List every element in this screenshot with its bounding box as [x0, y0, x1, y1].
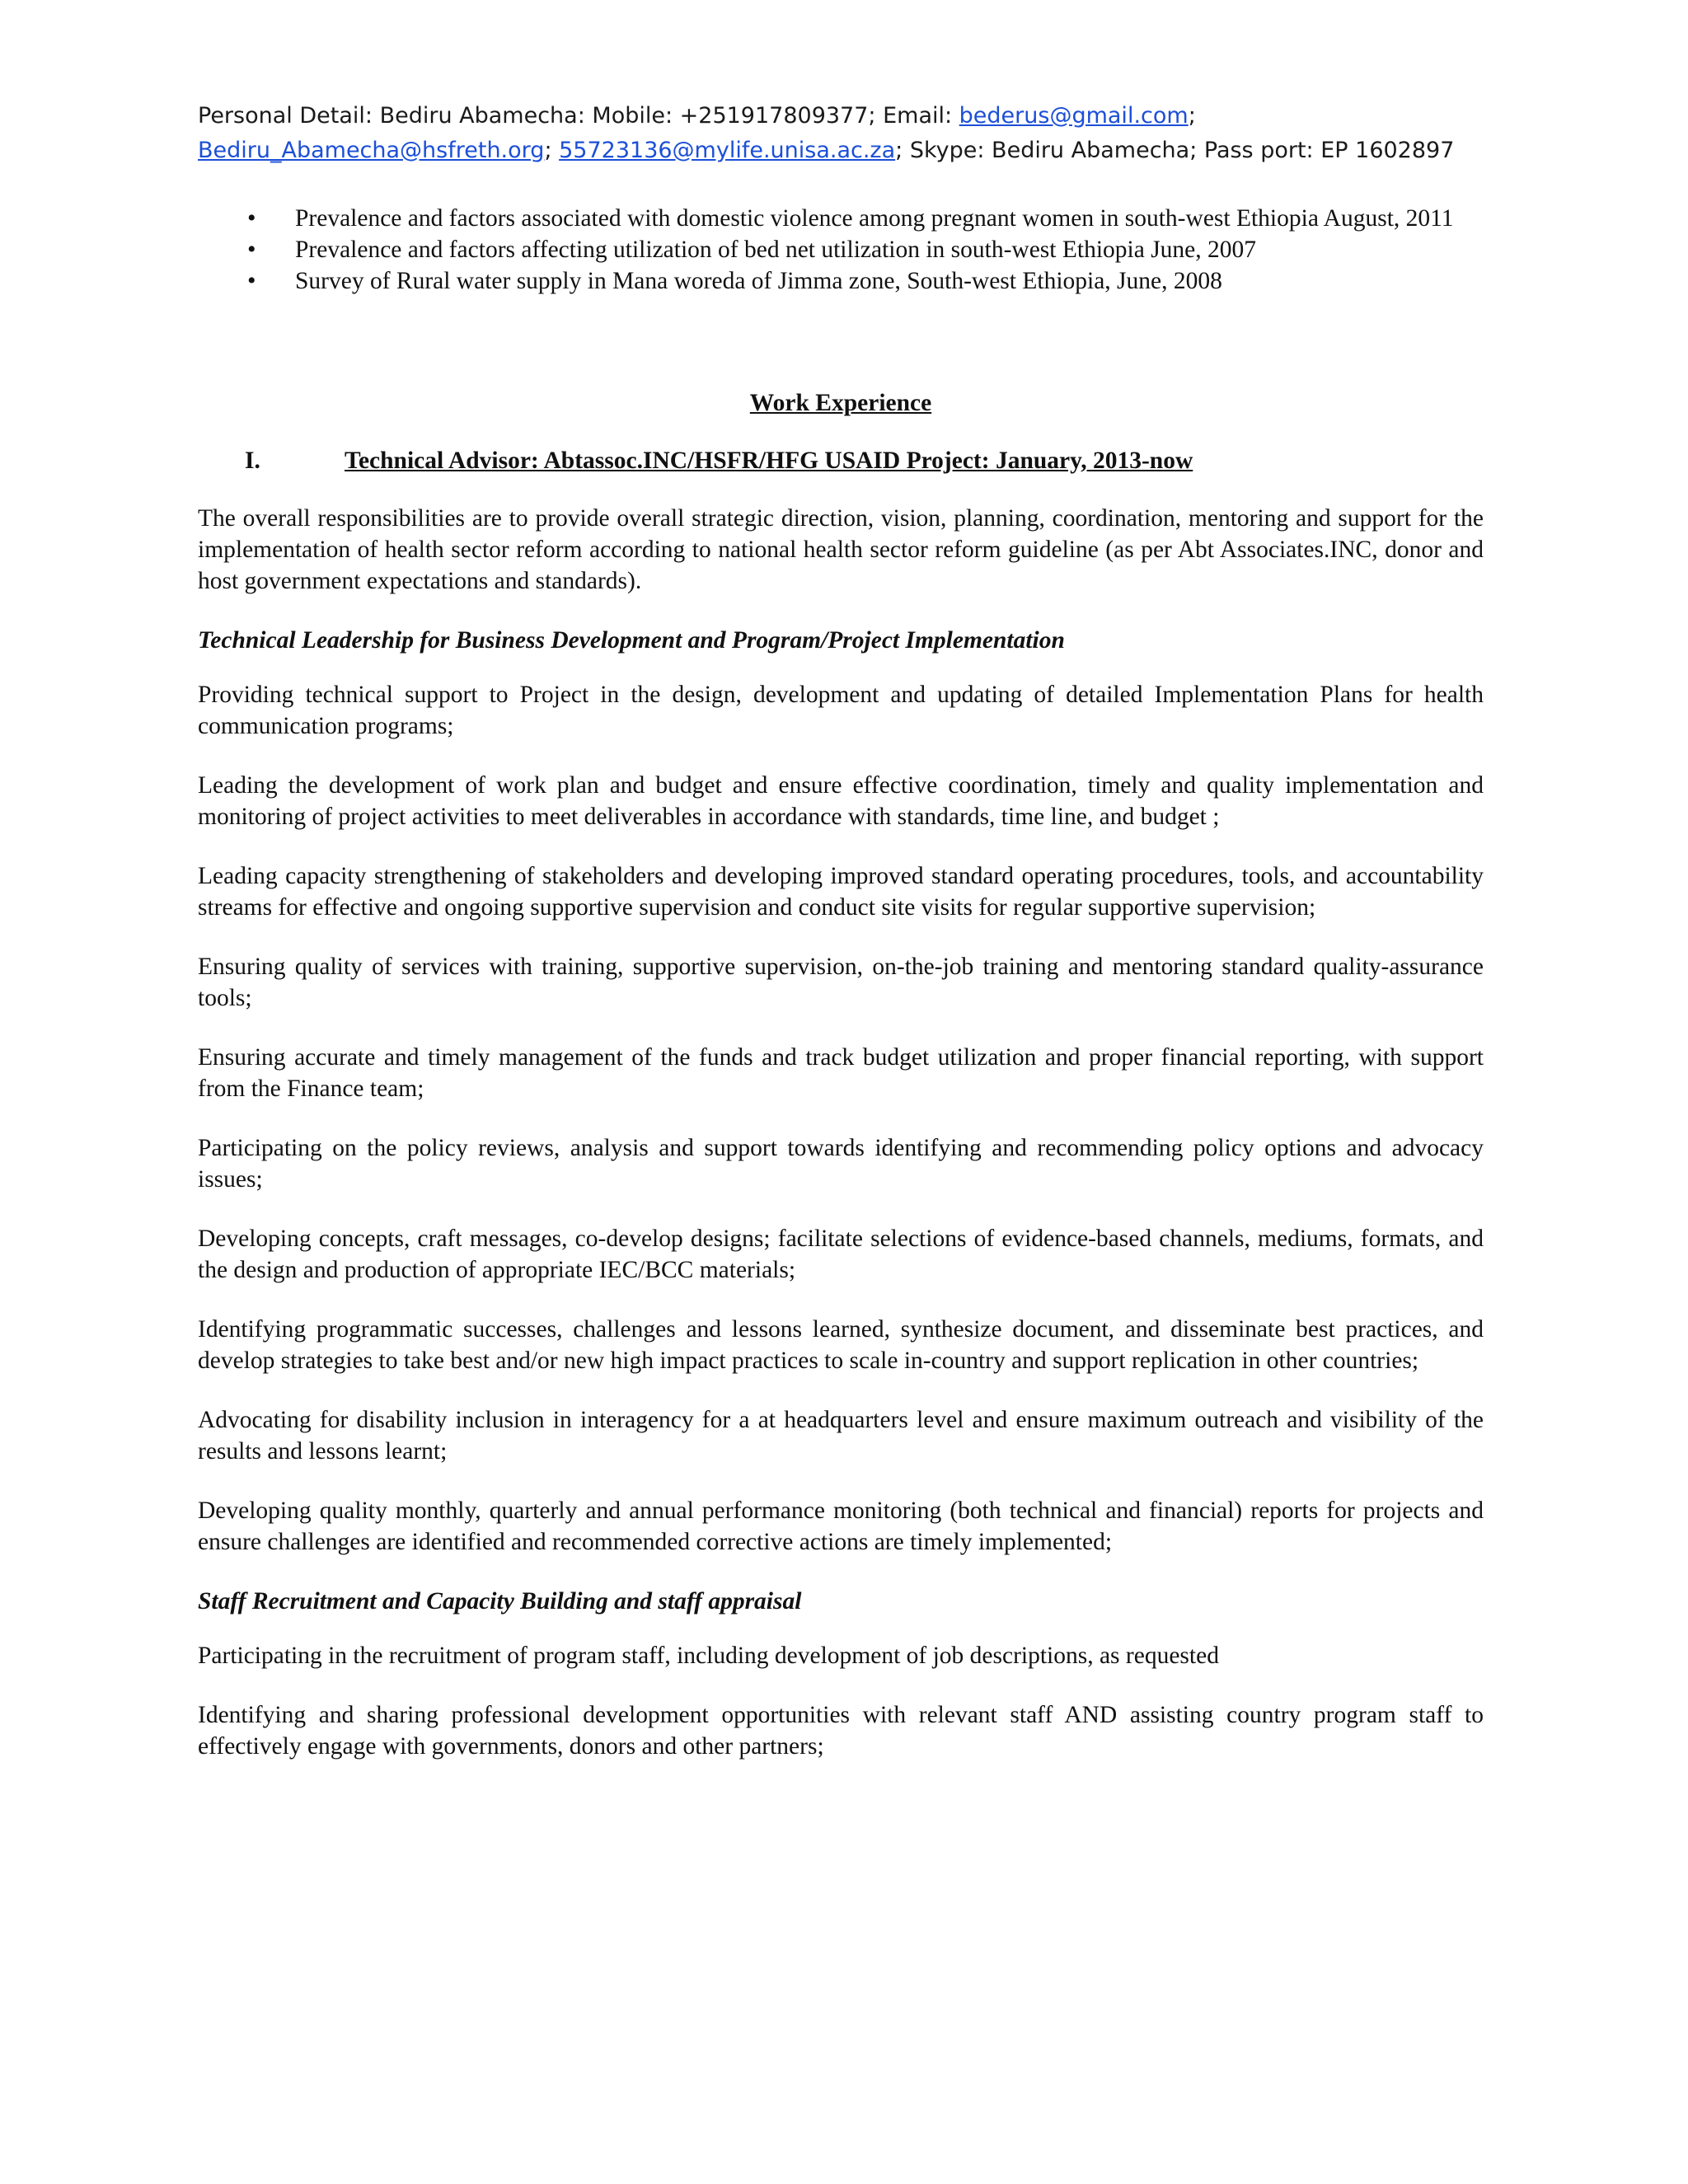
duty-paragraph: Leading capacity strengthening of stakeholders and developing improved standard operating procedures, tools, and accountability streams for effective and ongoing supportive supervision and conduct site visits for regular supportive supervision; — [198, 863, 1484, 921]
job-number: I. — [245, 448, 260, 474]
document-body — [198, 203, 1484, 1790]
subheading-staff-recruitment: Staff Recruitment and Capacity Building and staff appraisal — [198, 1588, 802, 1615]
duty-paragraph: Developing quality monthly, quarterly and annual performance monitoring (both technical and financial) reports for projects and ensure challenges are identified and recommended corrective actions are timely implemented; — [198, 1497, 1484, 1555]
duty-paragraph: Participating in the recruitment of program staff, including development of job descriptions, as requested — [198, 1643, 1219, 1669]
duty-paragraph: Developing concepts, craft messages, co-develop designs; facilitate selections of evidence-based channels, mediums, formats, and the design and production of appropriate IEC/BCC materials; — [198, 1226, 1484, 1283]
research-item: • Prevalence and factors associated with domestic violence among pregnant women in south-west Ethiopia August, 2011 — [198, 203, 1484, 234]
duty-paragraph: Providing technical support to Project in the design, development and updating of detailed Implementation Plans for health communication programs; — [198, 682, 1484, 739]
duty-paragraph: Participating on the policy reviews, analysis and support towards identifying and recommending policy options and advocacy issues; — [198, 1135, 1484, 1193]
header-line-2 — [198, 134, 1517, 168]
duty-paragraph: Ensuring accurate and timely management of the funds and track budget utilization and proper financial reporting, with support from the Finance team; — [198, 1044, 1484, 1102]
research-item: • Prevalence and factors affecting utilization of bed net utilization in south-west Ethiopia June, 2007 — [198, 234, 1484, 265]
header-line-1 — [198, 99, 1517, 134]
duty-paragraph: Leading the development of work plan and budget and ensure effective coordination, timely and quality implementation and monitoring of project activities to meet deliverables in accordance with standards, time line, and budget ; — [198, 772, 1484, 830]
email-link-gmail[interactable]: bederus@gmail.com — [959, 103, 1189, 129]
section-title-work-experience: Work Experience — [749, 390, 932, 416]
research-list — [198, 203, 1484, 297]
duty-paragraph: Identifying and sharing professional development opportunities with relevant staff AND assisting country program staff to effectively engage with governments, donors and other partners; — [198, 1702, 1484, 1760]
duty-paragraph: Advocating for disability inclusion in interagency for a at headquarters level and ensure maximum outreach and visibility of the results and lessons learnt; — [198, 1407, 1484, 1465]
research-item: • Survey of Rural water supply in Mana woreda of Jimma zone, South-west Ethiopia, June, 2008 — [198, 265, 1484, 297]
job-title-text: Technical Advisor: Abtassoc.INC/HSFR/HFG USAID Project: January, 2013-now — [345, 448, 1193, 474]
header-skype-passport: ; Skype: Bediru Abamecha; Pass port: EP 1602897 — [895, 138, 1455, 163]
duty-paragraph: Ensuring quality of services with training, supportive supervision, on-the-job training and mentoring standard quality-assurance tools; — [198, 954, 1484, 1011]
duty-paragraph: Identifying programmatic successes, challenges and lessons learned, synthesize document, and disseminate best practices, and develop strategies to take best and/or new high impact practices to scale in-country and support replication in other countries; — [198, 1316, 1484, 1374]
header-separator: ; — [1188, 103, 1196, 129]
job-title — [198, 445, 1484, 476]
header-separator: ; — [544, 138, 560, 163]
header-contact-text: Personal Detail: Bediru Abamecha: Mobile: +251917809377; Email: — [198, 103, 959, 129]
job-intro: The overall responsibilities are to provide overall strategic direction, vision, planning, coordination, mentoring and support for the implementation of health sector reform according to national health sector reform guideline (as per Abt Associates.INC, donor and host government expectations and standards). — [198, 505, 1484, 594]
personal-detail-header — [198, 99, 1517, 168]
email-link-unisa[interactable]: 55723136@mylife.unisa.ac.za — [559, 138, 896, 163]
email-link-hsfreth[interactable]: Bediru_Abamecha@hsfreth.org — [198, 138, 545, 163]
subheading-technical-leadership: Technical Leadership for Business Development and Program/Project Implementation — [198, 627, 1065, 654]
